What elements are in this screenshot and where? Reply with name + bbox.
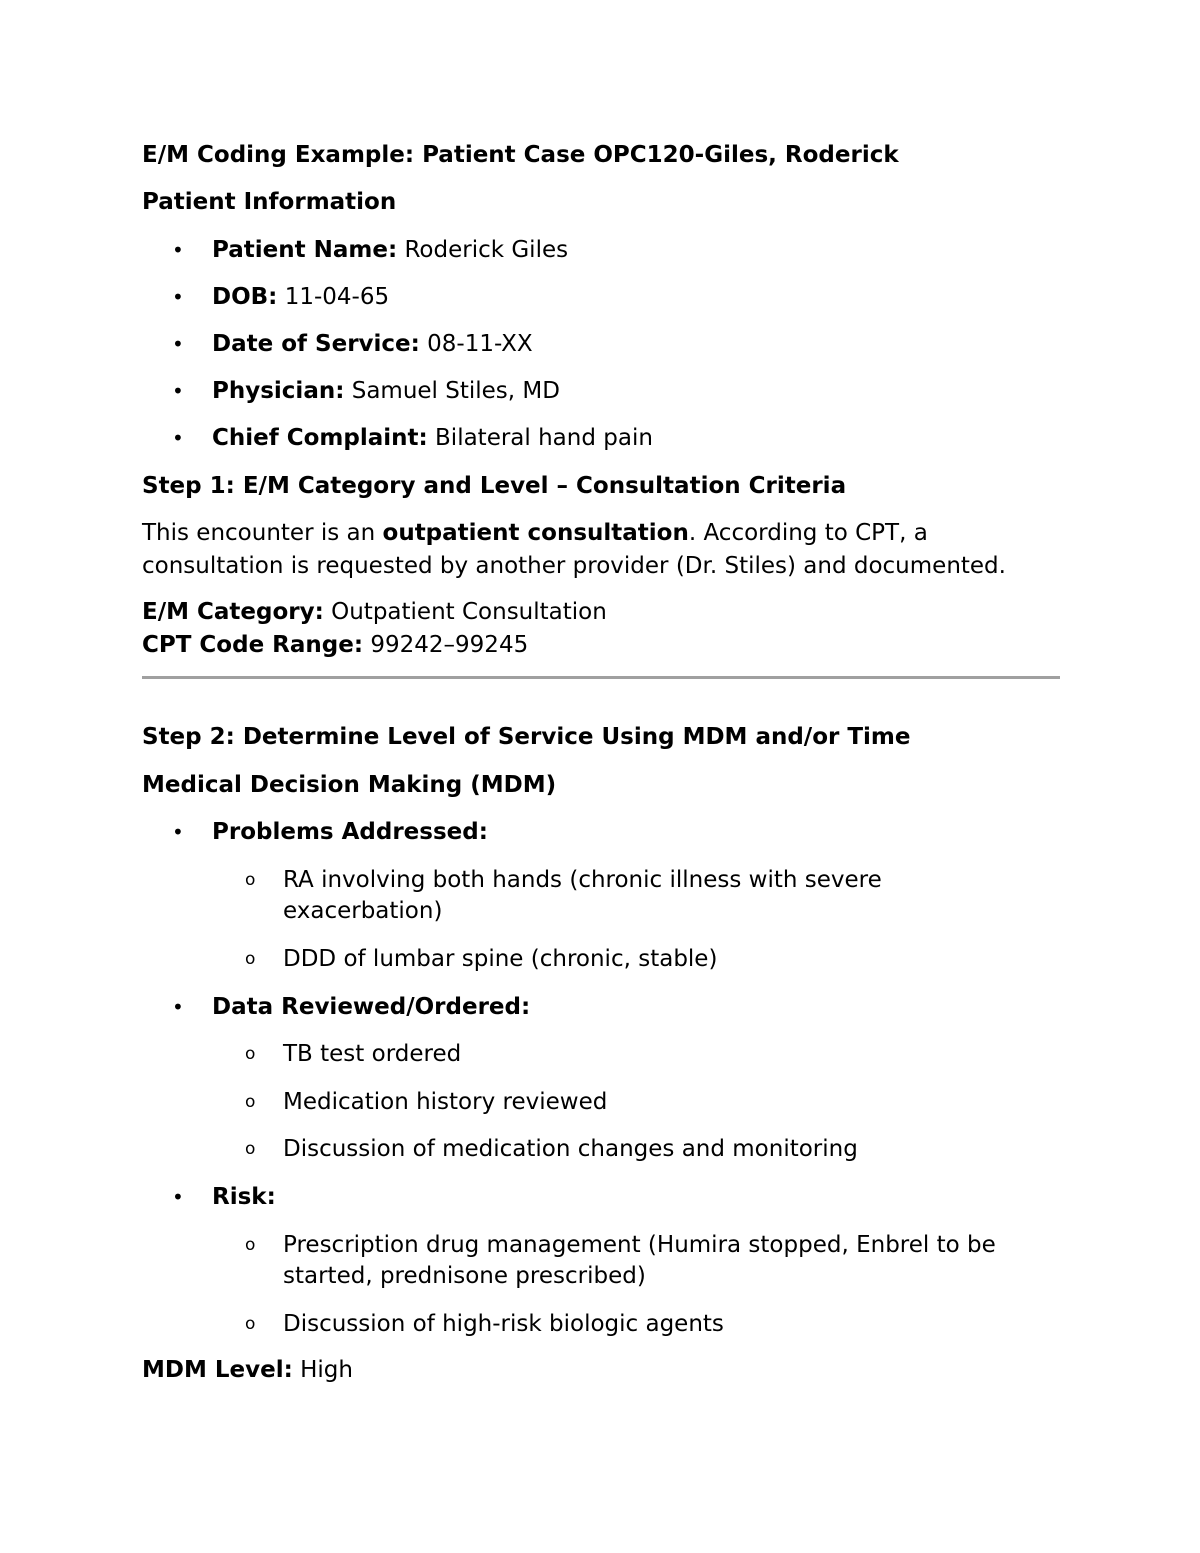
- field-value: 99242–99245: [370, 632, 529, 658]
- bullet-icon: •: [172, 1185, 184, 1209]
- field-value: High: [300, 1357, 353, 1383]
- problems-label: Problems Addressed:: [212, 819, 488, 845]
- field-label: DOB:: [212, 284, 278, 310]
- sub-bullet-icon: o: [245, 1235, 256, 1255]
- bullet-icon: •: [172, 995, 184, 1019]
- sub-item-text: DDD of lumbar spine (chronic, stable): [283, 946, 718, 972]
- field-label: MDM Level:: [142, 1357, 293, 1383]
- sub-item-text: Prescription drug management (Humira stopped, Enbrel to be: [283, 1232, 996, 1258]
- cpt-code-range: [142, 630, 528, 660]
- bullet-icon: •: [172, 379, 184, 403]
- em-category: [142, 597, 607, 627]
- field-label: Physician:: [212, 378, 345, 404]
- field-label: Patient Name:: [212, 237, 398, 263]
- paragraph-text: This encounter is an: [142, 520, 383, 546]
- bullet-icon: •: [172, 332, 184, 356]
- sub-bullet-icon: o: [245, 870, 256, 890]
- step1-paragraph-line1: [142, 518, 928, 548]
- field-value: Samuel Stiles, MD: [351, 378, 560, 404]
- bullet-icon: •: [172, 285, 184, 309]
- paragraph-emphasis: outpatient consultation: [382, 520, 689, 546]
- sub-item-text: exacerbation): [283, 898, 443, 924]
- sub-bullet-icon: o: [245, 1044, 256, 1064]
- sub-bullet-icon: o: [245, 949, 256, 969]
- bullet-icon: •: [172, 238, 184, 262]
- field-label: CPT Code Range:: [142, 632, 364, 658]
- sub-item-text: Discussion of high-risk biologic agents: [283, 1311, 724, 1337]
- step1-paragraph-line2: consultation is requested by another provider (Dr. Stiles) and documented.: [142, 553, 1006, 579]
- sub-bullet-icon: o: [245, 1139, 256, 1159]
- mdm-heading: Medical Decision Making (MDM): [142, 772, 557, 798]
- field-label: Date of Service:: [212, 331, 420, 357]
- field-value: Bilateral hand pain: [435, 425, 653, 451]
- sub-bullet-icon: o: [245, 1092, 256, 1112]
- horizontal-divider: [142, 676, 1060, 679]
- field-value: Outpatient Consultation: [331, 599, 607, 625]
- sub-bullet-icon: o: [245, 1314, 256, 1334]
- data-label: Data Reviewed/Ordered:: [212, 994, 531, 1020]
- sub-item-text: Discussion of medication changes and monitoring: [283, 1136, 858, 1162]
- field-label: E/M Category:: [142, 599, 324, 625]
- field-value: 08-11-XX: [427, 331, 533, 357]
- bullet-icon: •: [172, 426, 184, 450]
- field-label: Chief Complaint:: [212, 425, 428, 451]
- risk-label: Risk:: [212, 1184, 276, 1210]
- step1-heading: Step 1: E/M Category and Level – Consultation Criteria: [142, 473, 847, 499]
- field-value: 11-04-65: [284, 284, 390, 310]
- patient-info-heading: Patient Information: [142, 189, 397, 215]
- paragraph-text: . According to CPT, a: [688, 520, 928, 546]
- step2-heading: Step 2: Determine Level of Service Using MDM and/or Time: [142, 724, 911, 750]
- mdm-level: [142, 1355, 353, 1385]
- field-value: Roderick Giles: [404, 237, 569, 263]
- sub-item-text: Medication history reviewed: [283, 1089, 608, 1115]
- document-title: E/M Coding Example: Patient Case OPC120-Giles, Roderick: [142, 142, 899, 168]
- bullet-icon: •: [172, 820, 184, 844]
- sub-item-text: RA involving both hands (chronic illness with severe: [283, 867, 882, 893]
- sub-item-text: started, prednisone prescribed): [283, 1263, 646, 1289]
- sub-item-text: TB test ordered: [283, 1041, 462, 1067]
